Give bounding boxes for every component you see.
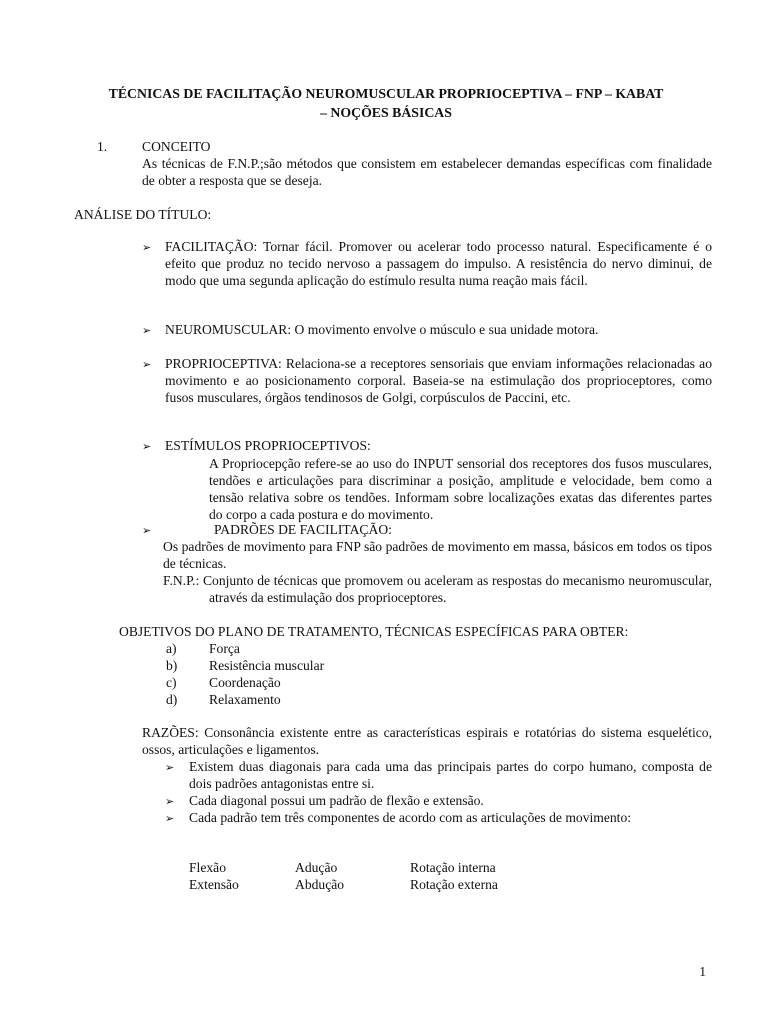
page-number: 1 xyxy=(699,964,706,979)
list-item-letter: a) xyxy=(166,641,177,656)
estimulos-heading: ESTÍMULOS PROPRIOCEPTIVOS: xyxy=(165,438,371,453)
table-cell: Flexão xyxy=(189,860,226,875)
razoes-bullet-1: Existem duas diagonais para cada uma das principais partes do corpo humano, composta de dois padrões antagonistas entre si. xyxy=(189,759,712,791)
analysis-heading: ANÁLISE DO TÍTULO: xyxy=(74,207,212,222)
section-body: As técnicas de F.N.P.;são métodos que consistem em estabelecer demandas específicas com finalidade de obter a resposta que se deseja. xyxy=(142,156,712,188)
table-row xyxy=(189,859,589,876)
razoes-paragraph: RAZÕES: Consonância existente entre as características espirais e rotatórias do sistema esquelético, ossos, articulações e ligamentos. xyxy=(142,725,712,757)
components-table xyxy=(189,859,589,893)
arrow-bullet-icon: ➢ xyxy=(142,241,152,254)
table-cell: Extensão xyxy=(189,877,239,892)
list-item-text: Relaxamento xyxy=(209,692,281,707)
table-row xyxy=(189,876,589,893)
list-item-text: Força xyxy=(209,641,240,656)
list-item-letter: b) xyxy=(166,658,178,673)
razoes-bullet-2: Cada diagonal possui um padrão de flexão e extensão. xyxy=(189,793,484,808)
list-item-letter: c) xyxy=(166,675,177,690)
padroes-heading: PADRÕES DE FACILITAÇÃO: xyxy=(214,522,392,537)
arrow-bullet-icon: ➢ xyxy=(142,440,152,453)
padroes-body: Os padrões de movimento para FNP são padrões de movimento em massa, básicos em todos os tipos de técnicas. xyxy=(163,539,712,571)
fnp-definition: F.N.P.: Conjunto de técnicas que promovem ou aceleram as respostas do mecanismo neuromuscular, através da estimulação dos proprioceptores. xyxy=(163,573,712,605)
term-facilitacao: FACILITAÇÃO: Tornar fácil. Promover ou acelerar todo processo natural. Especificamente é o efeito que produz no tecido nervoso a passagem do impulso. A resistência do nervo diminui, de modo que uma segunda aplicação do estímulo resulta numa reação mais fácil. xyxy=(165,239,712,288)
section-heading: CONCEITO xyxy=(142,139,211,154)
arrow-bullet-icon: ➢ xyxy=(165,812,175,825)
title-line-2: – NOÇÕES BÁSICAS xyxy=(320,105,452,120)
term-proprioceptiva: PROPRIOCEPTIVA: Relaciona-se a receptores sensoriais que enviam informações relacionadas ao movimento e ao posicionamento corporal. Baseia-se na estimulação dos proprioceptores, como fusos musculares, órgãos tendinosos de Golgi, corpúsculos de Paccini, etc. xyxy=(165,356,712,405)
arrow-bullet-icon: ➢ xyxy=(142,524,152,537)
razoes-bullet-3: Cada padrão tem três componentes de acordo com as articulações de movimento: xyxy=(189,810,632,825)
table-cell: Rotação interna xyxy=(410,860,496,875)
arrow-bullet-icon: ➢ xyxy=(142,358,152,371)
estimulos-body: A Propriocepção refere-se ao uso do INPUT sensorial dos receptores dos fusos musculares, tendões e articulações para discriminar a posição, amplitude e velocidade, bem como a tensão relativa sobre os tendões. Informam sobre localizações exatas das diferentes partes do corpo a cada postura e do movimento. xyxy=(209,456,712,522)
list-item-text: Coordenação xyxy=(209,675,281,690)
document-title xyxy=(60,84,712,122)
table-cell: Adução xyxy=(295,860,338,875)
section-number: 1. xyxy=(97,139,108,154)
arrow-bullet-icon: ➢ xyxy=(165,795,175,808)
arrow-bullet-icon: ➢ xyxy=(142,324,152,337)
title-line-1: TÉCNICAS DE FACILITAÇÃO NEUROMUSCULAR PROPRIOCEPTIVA – FNP – KABAT xyxy=(108,86,664,101)
table-cell: Abdução xyxy=(295,877,345,892)
objectives-heading: OBJETIVOS DO PLANO DE TRATAMENTO, TÉCNICAS ESPECÍFICAS PARA OBTER: xyxy=(119,624,629,639)
term-neuromuscular: NEUROMUSCULAR: O movimento envolve o músculo e sua unidade motora. xyxy=(165,322,599,337)
arrow-bullet-icon: ➢ xyxy=(165,761,175,774)
table-cell: Rotação externa xyxy=(410,877,498,892)
list-item-letter: d) xyxy=(166,692,178,707)
list-item-text: Resistência muscular xyxy=(209,658,325,673)
